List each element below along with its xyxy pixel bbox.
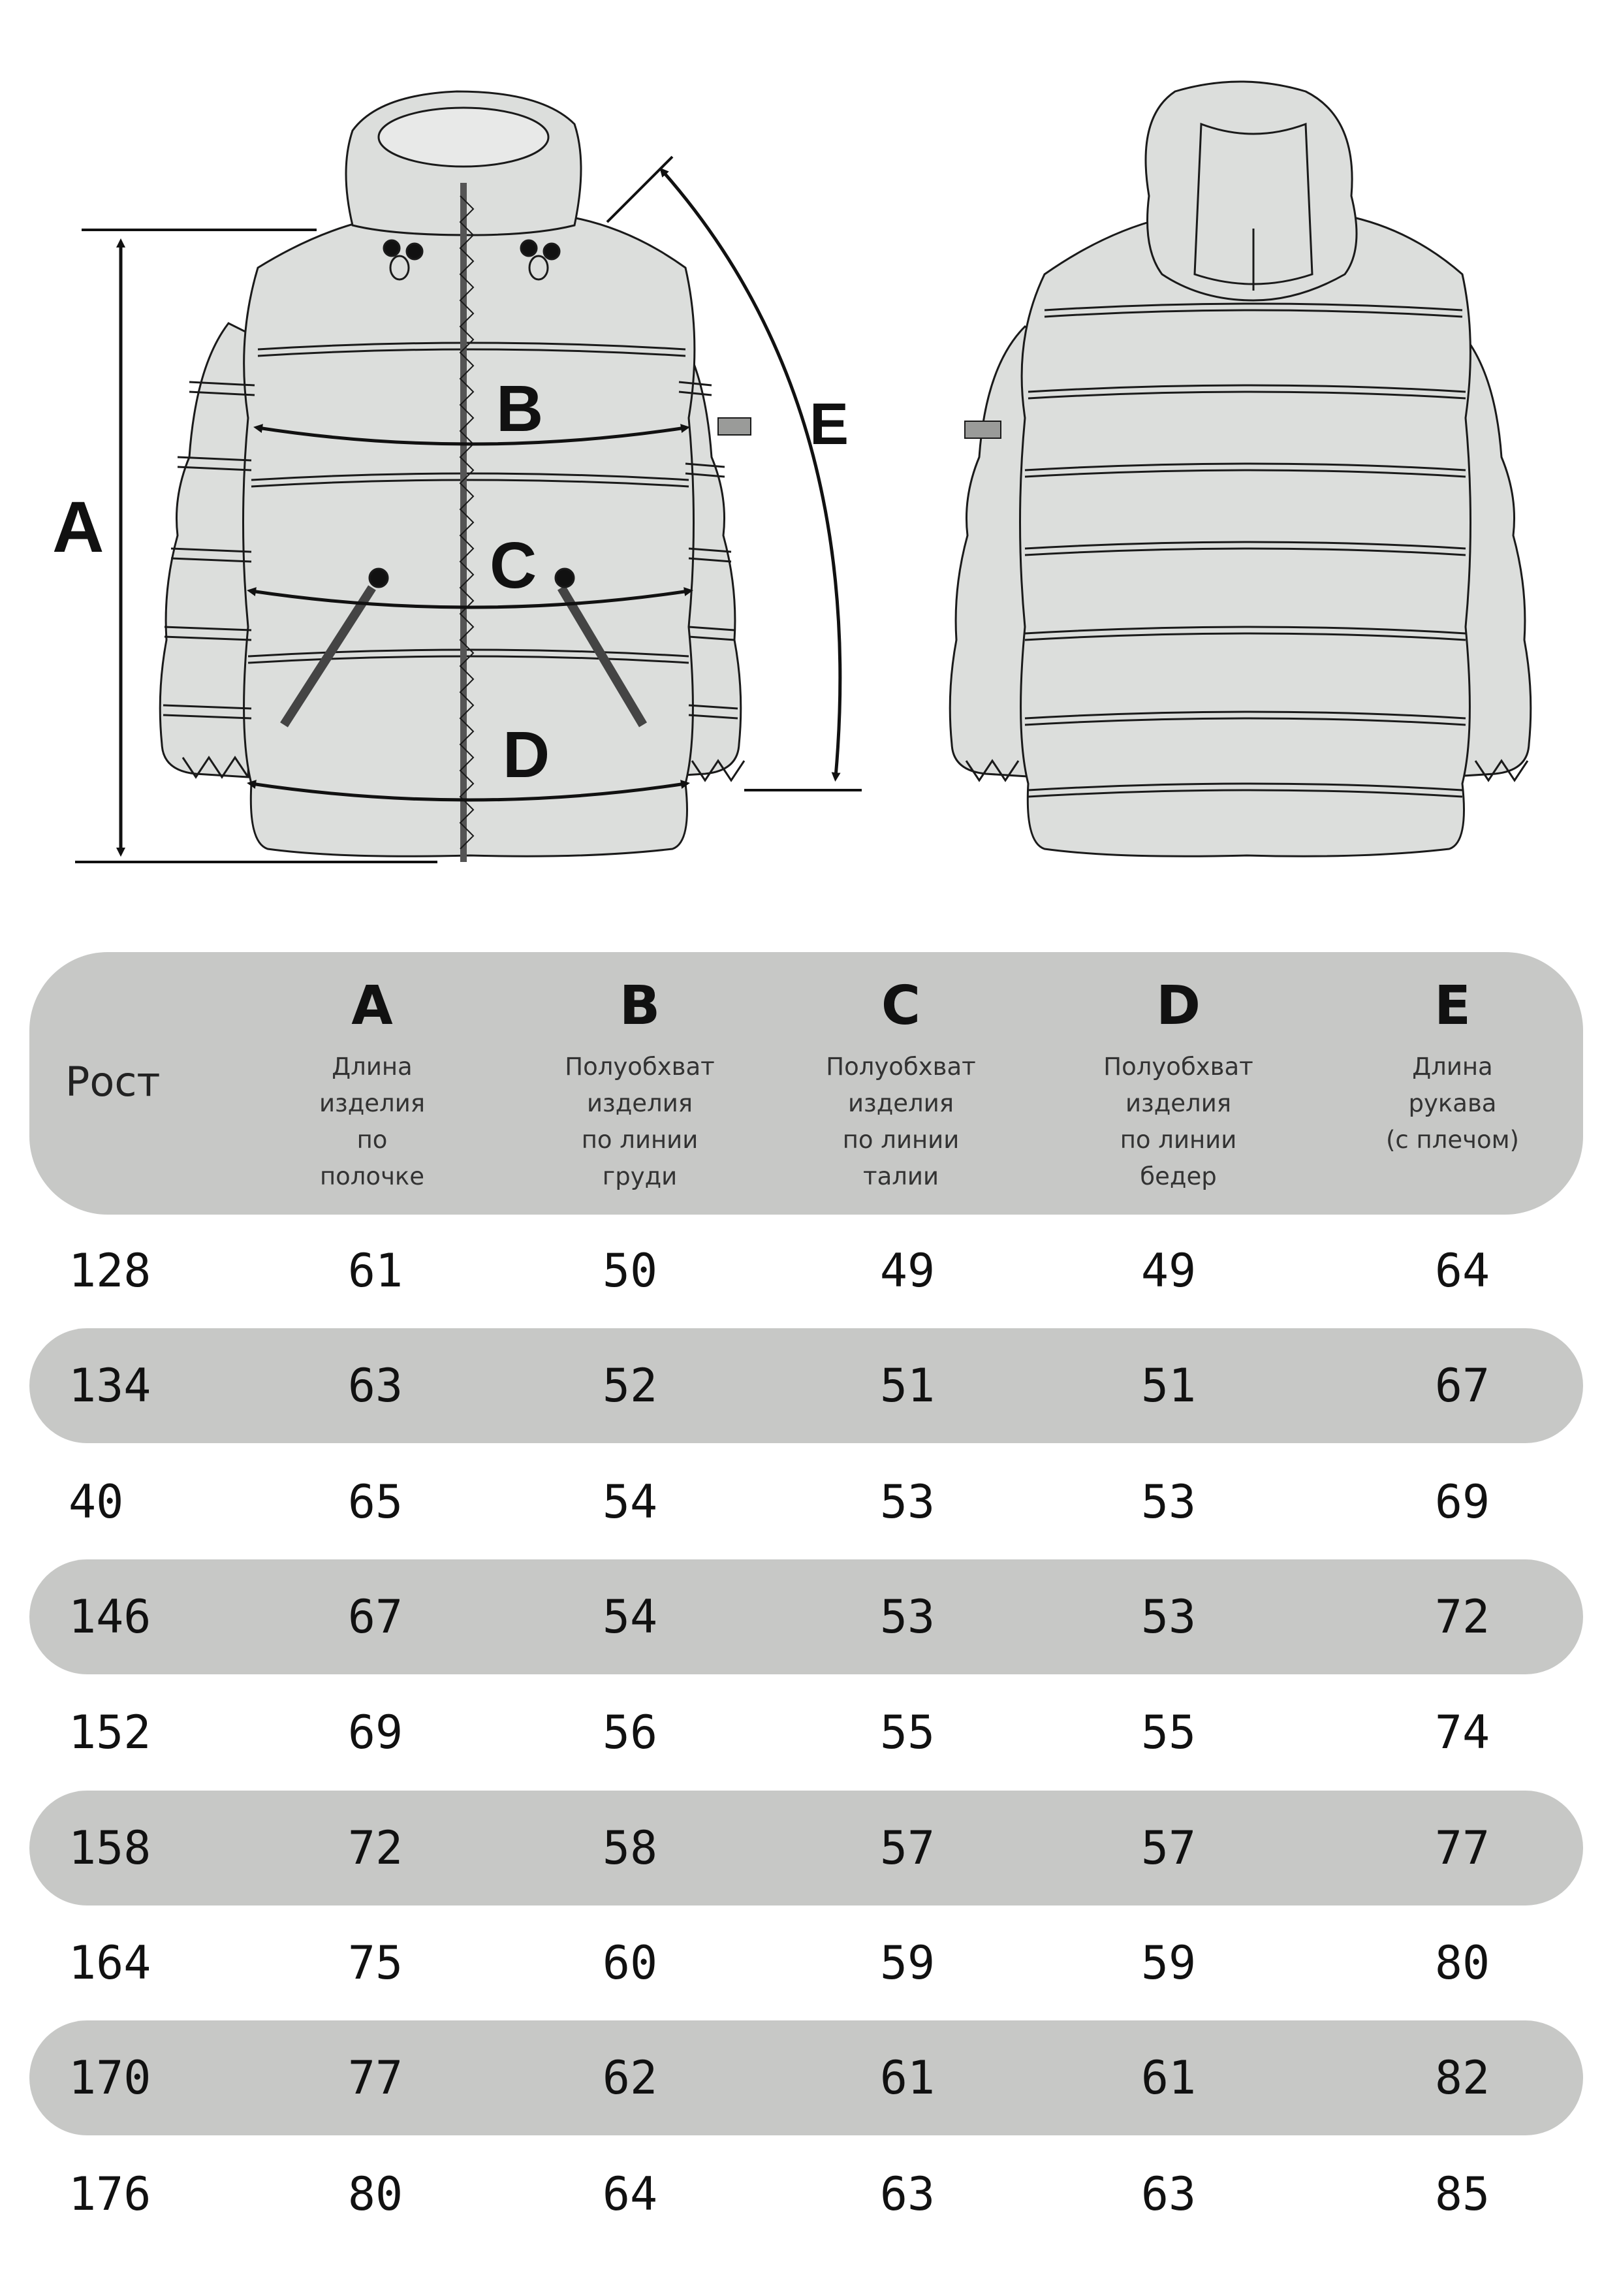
- height-cell: 164: [69, 1936, 151, 1990]
- measure-cell: 62: [602, 2051, 658, 2105]
- measure-cell: 60: [602, 1936, 658, 1990]
- column-description: Полуобхват изделия по линии груди: [565, 1053, 715, 1190]
- measure-cell: 55: [879, 1706, 935, 1759]
- measure-cell: 82: [1434, 2051, 1490, 2105]
- measure-cell: 54: [602, 1475, 658, 1529]
- label-d: D: [503, 718, 550, 791]
- row-header-label: Рост: [65, 1058, 161, 1106]
- measure-cell: 80: [1434, 1936, 1490, 1990]
- measure-cell: 53: [1140, 1590, 1197, 1644]
- jacket-back-view: [950, 82, 1531, 856]
- measure-cell: 72: [347, 1821, 403, 1875]
- table-row: [29, 1675, 1583, 1790]
- column-header-a: [261, 952, 483, 1195]
- measure-cell: 51: [1140, 1359, 1197, 1412]
- table-row: [29, 1213, 1583, 1328]
- measure-cell: 67: [1434, 1359, 1490, 1412]
- measure-cell: 59: [1140, 1936, 1197, 1990]
- height-cell: 152: [69, 1706, 151, 1759]
- measure-cell: 57: [879, 1821, 935, 1875]
- measure-cell: 72: [1434, 1590, 1490, 1644]
- jacket-front-view: [160, 91, 751, 862]
- column-header-c: [777, 952, 1025, 1195]
- column-header-d: [1054, 952, 1302, 1195]
- measure-cell: 63: [879, 2167, 935, 2221]
- jacket-diagram: [0, 0, 1619, 914]
- column-header-e: [1328, 952, 1577, 1158]
- height-cell: 170: [69, 2051, 151, 2105]
- measure-cell: 64: [602, 2167, 658, 2221]
- height-cell: 176: [69, 2167, 151, 2221]
- measure-cell: 64: [1434, 1244, 1490, 1298]
- measure-cell: 74: [1434, 1706, 1490, 1759]
- height-cell: 146: [69, 1590, 151, 1644]
- measure-cell: 61: [347, 1244, 403, 1298]
- measure-cell: 51: [879, 1359, 935, 1412]
- table-row: [29, 1791, 1583, 1905]
- column-description: Длина рукава (с плечом): [1386, 1053, 1519, 1154]
- column-letter: A: [351, 975, 393, 1037]
- height-cell: 40: [69, 1475, 124, 1529]
- table-row: [29, 1444, 1583, 1559]
- label-b: B: [496, 372, 544, 445]
- column-description: Полуобхват изделия по линии бедер: [1103, 1053, 1253, 1190]
- measure-cell: 59: [879, 1936, 935, 1990]
- column-letter: B: [619, 975, 661, 1037]
- column-letter: D: [1155, 975, 1201, 1037]
- measure-cell: 63: [1140, 2167, 1197, 2221]
- height-cell: 158: [69, 1821, 151, 1875]
- measure-cell: 61: [879, 2051, 935, 2105]
- measure-cell: 77: [1434, 1821, 1490, 1875]
- measure-cell: 69: [347, 1706, 403, 1759]
- table-header: [29, 952, 1583, 1215]
- label-e: E: [810, 392, 849, 457]
- table-row: [29, 1905, 1583, 2020]
- column-description: Полуобхват изделия по линии талии: [826, 1053, 976, 1190]
- label-c: C: [490, 529, 537, 602]
- measure-cell: 49: [879, 1244, 935, 1298]
- measure-cell: 49: [1140, 1244, 1197, 1298]
- measure-cell: 57: [1140, 1821, 1197, 1875]
- measure-cell: 75: [347, 1936, 403, 1990]
- measure-cell: 77: [347, 2051, 403, 2105]
- label-a: A: [52, 487, 104, 567]
- column-letter: E: [1434, 975, 1471, 1037]
- measure-cell: 53: [879, 1590, 935, 1644]
- measure-cell: 58: [602, 1821, 658, 1875]
- column-description: Длина изделия по полочке: [319, 1053, 426, 1190]
- measure-cell: 56: [602, 1706, 658, 1759]
- table-row: [29, 1559, 1583, 1674]
- measure-cell: 50: [602, 1244, 658, 1298]
- measure-cell: 53: [879, 1475, 935, 1529]
- table-row: [29, 2020, 1583, 2135]
- measure-cell: 67: [347, 1590, 403, 1644]
- height-cell: 134: [69, 1359, 151, 1412]
- measure-cell: 55: [1140, 1706, 1197, 1759]
- measure-cell: 65: [347, 1475, 403, 1529]
- measure-cell: 54: [602, 1590, 658, 1644]
- measure-cell: 61: [1140, 2051, 1197, 2105]
- height-cell: 128: [69, 1244, 151, 1298]
- measure-cell: 69: [1434, 1475, 1490, 1529]
- table-row: [29, 2137, 1583, 2252]
- column-letter: C: [881, 975, 921, 1037]
- column-header-b: [516, 952, 764, 1195]
- measure-cell: 63: [347, 1359, 403, 1412]
- measure-cell: 85: [1434, 2167, 1490, 2221]
- table-row: [29, 1328, 1583, 1443]
- measure-cell: 52: [602, 1359, 658, 1412]
- measure-cell: 53: [1140, 1475, 1197, 1529]
- measure-cell: 80: [347, 2167, 403, 2221]
